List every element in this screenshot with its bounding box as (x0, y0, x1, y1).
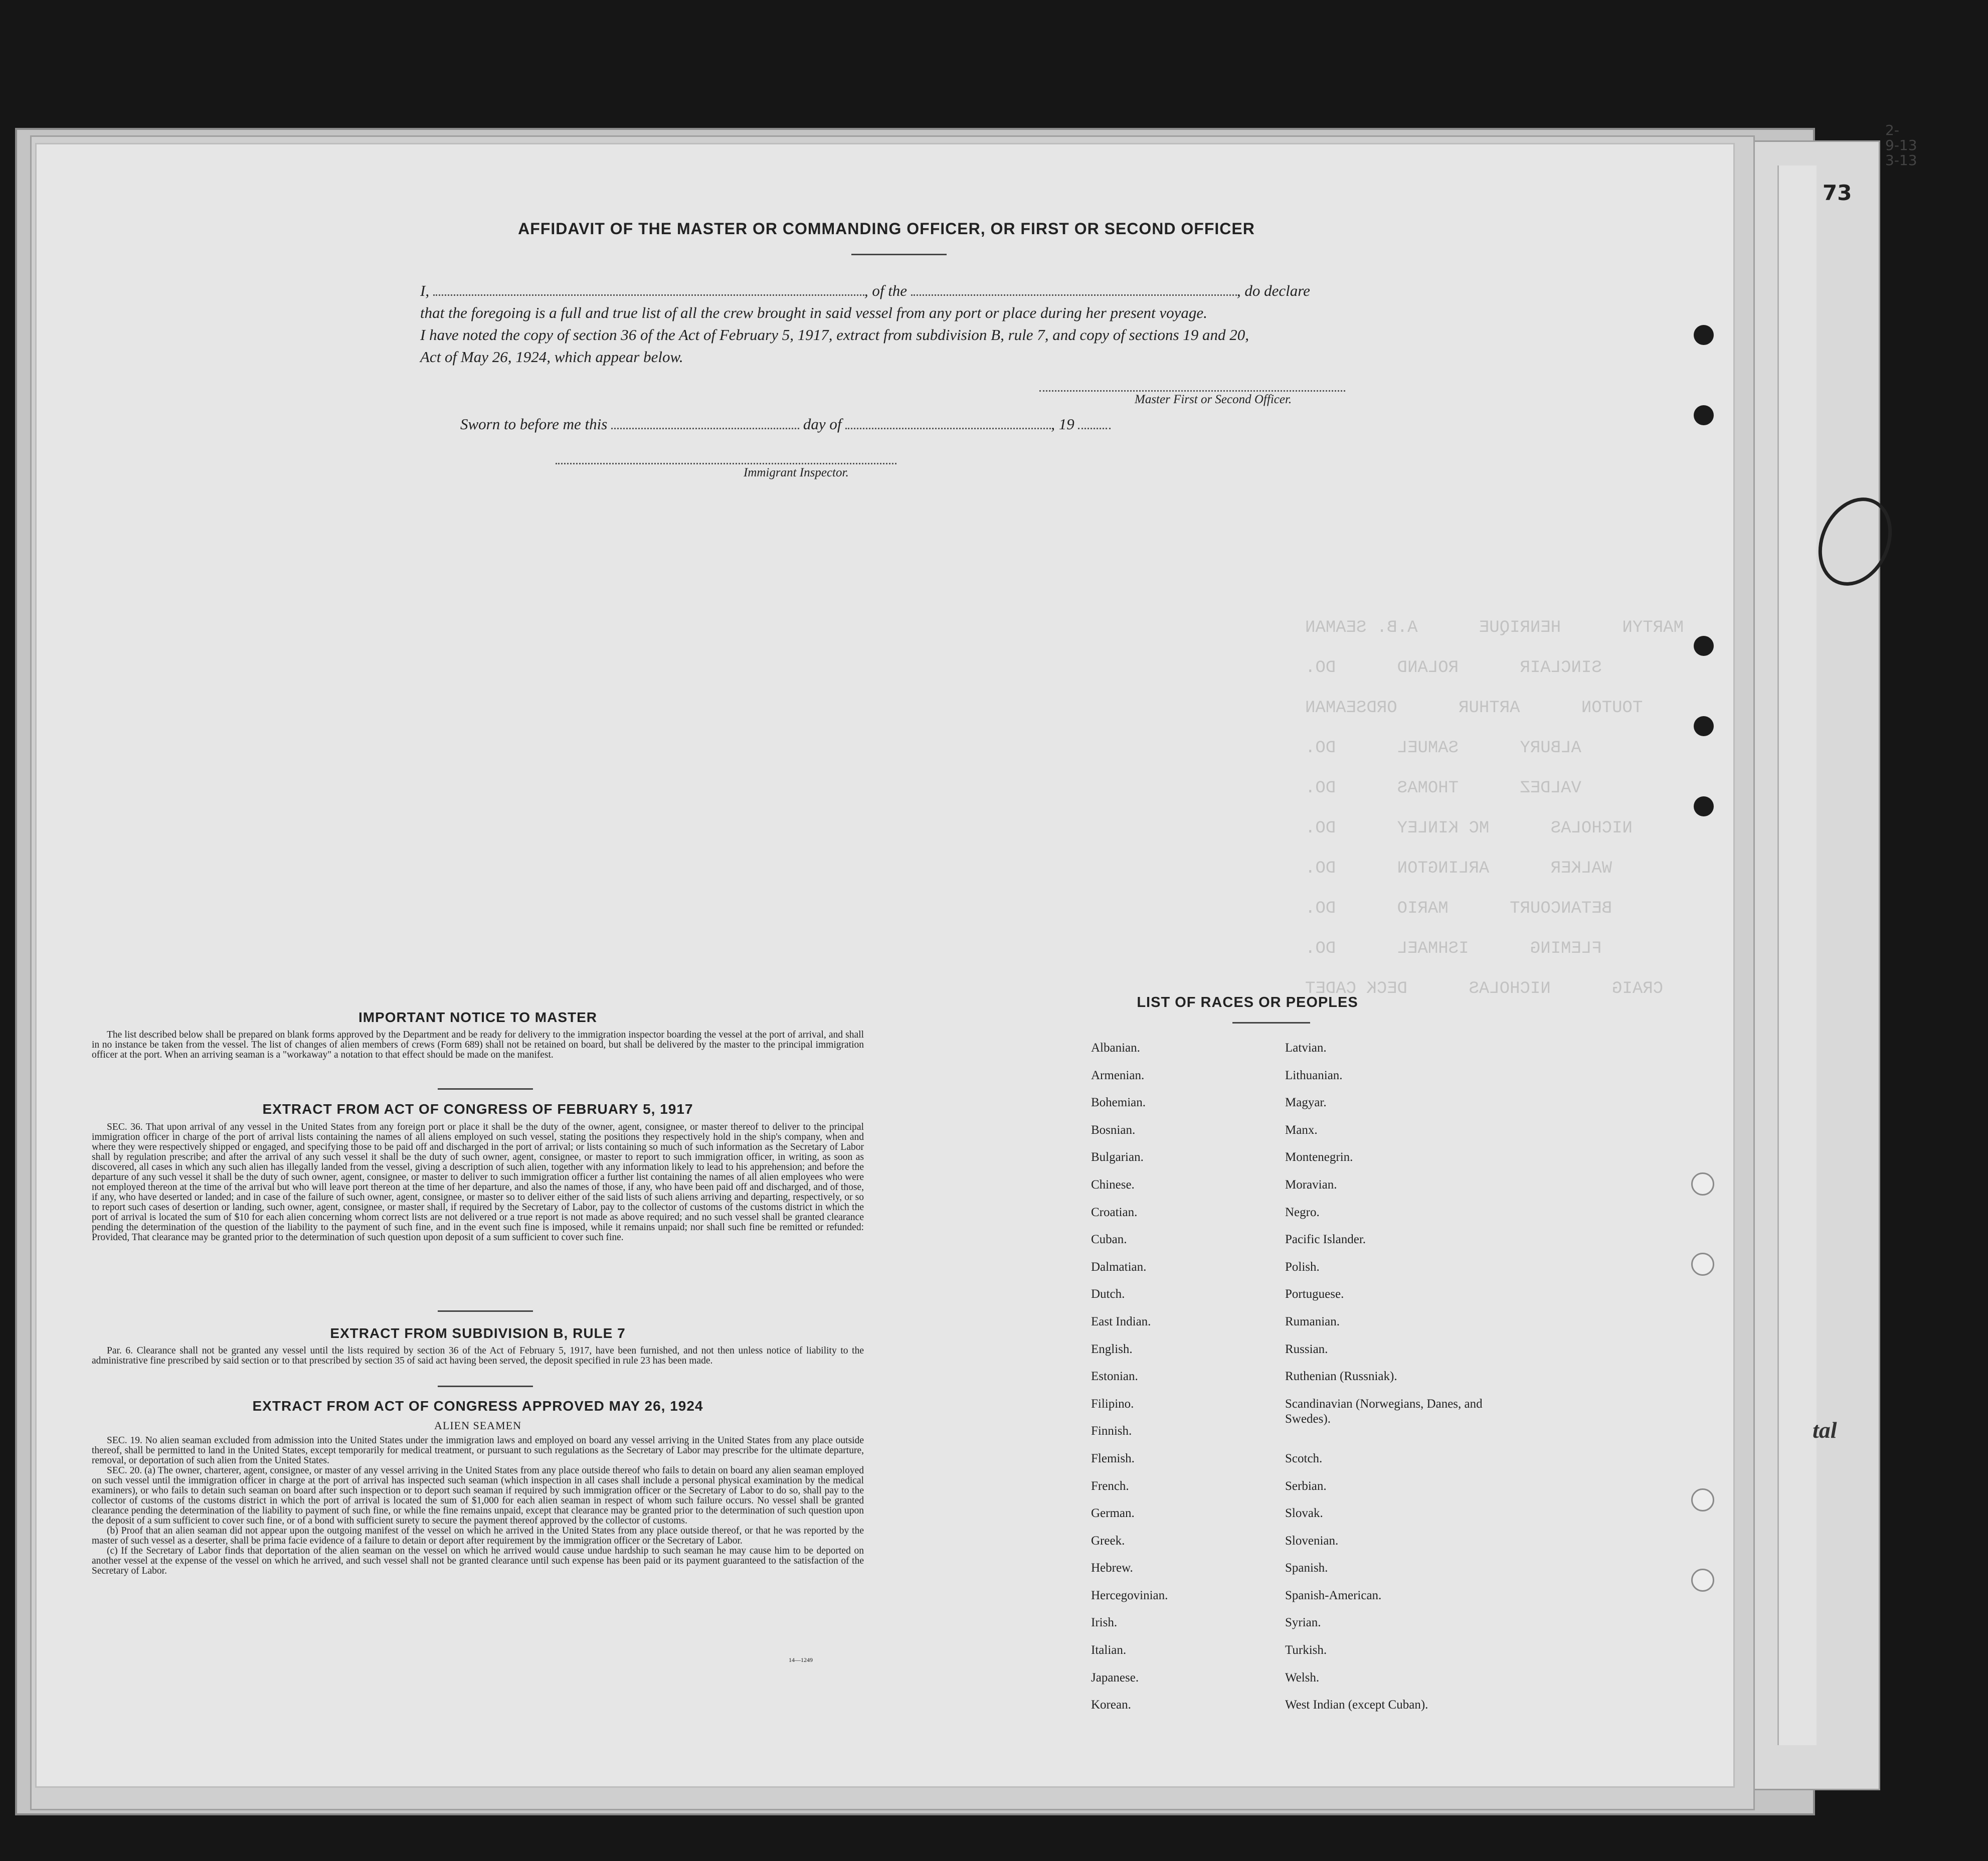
act-1924-subtitle: ALIEN SEAMEN (434, 1419, 521, 1432)
affidavit-declaration-line (420, 280, 1403, 302)
ghost-text: WALKER ARLINGTON DO. (1305, 859, 1612, 878)
pencil-note: 3-13 (1885, 152, 1917, 168)
ghost-text: CRAIG NICHOLAS DECK CADET (1305, 979, 1664, 998)
race-item: Bulgarian. (1091, 1150, 1144, 1164)
margin-note: tal (1813, 1417, 1837, 1443)
punch-hole (1694, 716, 1714, 736)
inspector-label: Immigrant Inspector. (744, 466, 849, 479)
race-item: Irish. (1091, 1616, 1118, 1630)
ghost-text: VALDEZ THOMAS DO. (1305, 779, 1581, 798)
race-item: Scotch. (1285, 1451, 1323, 1465)
pencil-notes (1885, 123, 1935, 168)
section-divider (438, 1310, 533, 1312)
race-item: Bohemian. (1091, 1096, 1146, 1110)
act-1924-title: EXTRACT FROM ACT OF CONGRESS APPROVED MAY 26, 1924 (252, 1398, 703, 1414)
race-item: Estonian. (1091, 1370, 1138, 1384)
race-item: Lithuanian. (1285, 1068, 1343, 1082)
notice-paragraph: The list described below shall be prepared on blank forms approved by the Department and be ready for delivery to the immigration inspector boarding the vessel at the port of arrival, and shall in no instance be taken from the vessel. The list of changes of alien members of crews (Form 689) shall not be retained on board, but shall be delivered by the master to the principal immigration officer at the port. When an arriving seaman is a "workaway" a notation to that effect should be made on the manifest. (92, 1030, 864, 1060)
punch-hole (1694, 796, 1714, 816)
punch-hole (1694, 405, 1714, 425)
race-item: Chinese. (1091, 1177, 1135, 1192)
race-item: Dalmatian. (1091, 1260, 1147, 1274)
act-1917-paragraph: SEC. 36. That upon arrival of any vessel in the United States from any foreign port or place it shall be the duty of the owner, agent, consignee, or master thereof to deliver to the principal immigration officer in charge of the port of arrival lists containing the names of all aliens employed on such vessel, stating the positions they respectively hold in the ship's company, when and where they were respectively shipped or engaged, and specifying those to be paid off and discharged in the port of arrival; or lists containing so much of such information as the Secretary of Labor shall by regulation prescribe; and after the arrival of any such vessel it shall be the duty of such owner, agent, consignee, or master to report to such immigration officer, in writing, as soon as discovered, all cases in which any such alien has illegally landed from the vessel, giving a description of such alien, together with any information likely to lead to his apprehension; and before the departure of any such vessel it shall be the duty of such owner, agent, consignee, or master to deliver to such immigration officer a further list containing the names of all alien employees who were not employed thereon at the time of the arrival but who will leave port thereon at the time of her departure, and also the names of those, if any, who have been paid off and discharged, and of those, if any, who have deserted or landed; and in case of the failure of such owner, agent, consignee, or master so to deliver either of the said lists of such aliens arriving and departing, respectively, or so to report such cases of desertion or landing, such owner, agent, consignee, or master shall, if required by the Secretary of Labor, pay to the collector of customs of the customs district in which the port of arrival is located the sum of $10 for each alien concerning whom correct lists are not delivered or a true report is not made as above required; and no such vessel shall be granted clearance pending the determination of the question of the liability to the payment of such fine, and in the event such fine is imposed, while it remains unpaid; nor shall such fine be remitted or refunded: Provided, That clearance may be granted prior to the determination of such question upon deposit of a sum sufficient to cover such fine. (92, 1122, 864, 1243)
affidavit-line: that the foregoing is a full and true list of all the crew brought in said vessel from any port or place during her present voyage. (420, 304, 1207, 321)
ghost-text: MARTYN HENRIQUE A.B. SEAMAN (1305, 618, 1684, 637)
master-signature-line (1039, 390, 1345, 392)
race-item: Dutch. (1091, 1287, 1125, 1301)
punch-hole (1691, 1253, 1714, 1276)
ghost-text: ALBURY SAMUEL DO. (1305, 739, 1581, 758)
race-item: Croatian. (1091, 1205, 1138, 1219)
race-item: Italian. (1091, 1643, 1127, 1657)
races-title: LIST OF RACES OR PEOPLES (1137, 994, 1358, 1010)
race-item: Montenegrin. (1285, 1150, 1353, 1164)
name-blank (433, 294, 864, 296)
master-label: Master First or Second Officer. (1135, 393, 1292, 406)
affidavit-i: I, (420, 282, 430, 299)
race-item: Latvian. (1285, 1041, 1327, 1055)
race-item: Hebrew. (1091, 1561, 1133, 1575)
pencil-circle-mark (1805, 491, 1905, 592)
race-item: Greek. (1091, 1534, 1125, 1548)
ghost-text: BETANCOURT MARIO DO. (1305, 899, 1612, 918)
race-item: German. (1091, 1506, 1135, 1520)
race-item: Slovenian. (1285, 1534, 1339, 1548)
sworn-year: , 19 (1051, 415, 1074, 433)
punch-hole (1694, 636, 1714, 656)
title-divider (851, 254, 947, 255)
race-item: Flemish. (1091, 1451, 1135, 1465)
race-item: Albanian. (1091, 1041, 1140, 1055)
act-1924-paragraph: SEC. 19. No alien seaman excluded from admission into the United States under the immigration laws and employed on board any vessel arriving in the United States from any place outside thereof, shall be permitted to land in the United States, except temporarily for medical treatment, or pursuant to such regulations as the Secretary of Labor may prescribe for the ultimate departure, removal, or deportation of such alien from the United States. (92, 1435, 864, 1466)
underlying-page-strip (1777, 165, 1817, 1745)
affidavit-line: I have noted the copy of section 36 of the Act of February 5, 1917, extract from subdivision B, rule 7, and copy of sections 19 and 20, (420, 326, 1249, 344)
affidavit-text (420, 280, 1403, 368)
rule-7-paragraph: Par. 6. Clearance shall not be granted any vessel until the lists required by section 36 of the Act of February 5, 1917, have been furnished, and not then unless notice of liability to the administrative fine prescribed by said section or to that prescribed by section 35 of said act having been served, the deposit specified in rule 23 has been made. (92, 1345, 864, 1366)
act-1924-paragraph: (b) Proof that an alien seaman did not appear upon the outgoing manifest of the vessel on which he arrived in the United States from any place outside thereof, or that he was reported by the master of such vessel as a deserter, shall be prima facie evidence of a failure to detain or deport after requirement by the immigration officer or the Secretary of Labor. (92, 1526, 864, 1546)
race-item: Syrian. (1285, 1616, 1321, 1630)
act-1917-title: EXTRACT FROM ACT OF CONGRESS OF FEBRUARY 5, 1917 (262, 1101, 693, 1117)
sworn-day-of: day of (803, 415, 842, 433)
races-right-column (1285, 1035, 1506, 1719)
races-left-column (1091, 1035, 1168, 1719)
race-item: Cuban. (1091, 1233, 1127, 1247)
pencil-note: 2- (1885, 122, 1899, 138)
race-item: Korean. (1091, 1698, 1131, 1712)
punch-hole (1691, 1488, 1714, 1511)
race-item: Moravian. (1285, 1177, 1337, 1192)
act-1924-paragraph: SEC. 20. (a) The owner, charterer, agent, consignee, or master of any vessel arriving in the United States from any place outside thereof who fails to detain on board any alien seaman employed on such vessel until the immigration officer in charge at the port of arrival has inspected such seaman (which inspection in all cases shall include a personal physical examination by the medical examiners), or who fails to detain such seaman on board after such inspection or to deport such seaman if required by such immigration officer or the Secretary of Labor to do so, shall pay to the collector of customs of the customs district in which the port of arrival is located the sum of $1,000 for each alien seaman in respect of whom such failure occurs. No vessel shall be granted clearance pending the determination of the liability to payment of such fine, or while the fine remains unpaid, except that clearance may be granted prior to the determination of such question upon the deposit of a sum sufficient to cover such fine, or of a bond with sufficient surety to secure the payment thereof approved by the collector of customs. (92, 1465, 864, 1526)
race-item: Manx. (1285, 1123, 1318, 1137)
race-item: Rumanian. (1285, 1314, 1340, 1328)
race-item: Pacific Islander. (1285, 1233, 1366, 1247)
race-item: Magyar. (1285, 1096, 1327, 1110)
affidavit-title: AFFIDAVIT OF THE MASTER OR COMMANDING OFFICER, OR FIRST OR SECOND OFFICER (518, 220, 1255, 238)
ghost-text: FLEMING ISHMAEL DO. (1305, 939, 1602, 958)
race-item: Filipino. (1091, 1397, 1134, 1411)
race-item: Spanish-American. (1285, 1588, 1382, 1602)
inspector-signature-line (556, 463, 896, 464)
race-item: Bosnian. (1091, 1123, 1136, 1137)
race-item: Finnish. (1091, 1424, 1132, 1438)
race-item: Welsh. (1285, 1670, 1320, 1684)
sworn-date-blank (611, 428, 799, 429)
notice-title: IMPORTANT NOTICE TO MASTER (358, 1009, 598, 1025)
race-item: Polish. (1285, 1260, 1320, 1274)
form-page (35, 143, 1735, 1788)
sworn-line (460, 415, 1111, 433)
ghost-text: TOUTON ARTHUR ORDSEAMAN (1305, 699, 1643, 718)
race-item: West Indian (except Cuban). (1285, 1698, 1428, 1712)
affidavit-line: Act of May 26, 1924, which appear below. (420, 348, 683, 366)
affidavit-of-the: , of the (864, 282, 908, 299)
punch-hole (1694, 325, 1714, 345)
section-divider (438, 1088, 533, 1090)
act-1924-paragraph: (c) If the Secretary of Labor finds that deportation of the alien seaman on the vessel on which he arrived would cause undue hardship to such seaman he may cause him to be deported on another vessel at the expense of the vessel on which he arrived, and such vessel shall not be granted clearance until such expense has been paid or its payment guaranteed to the satisfaction of the Secretary of Labor. (92, 1546, 864, 1576)
punch-hole (1691, 1569, 1714, 1592)
race-item: Armenian. (1091, 1068, 1145, 1082)
race-item: Russian. (1285, 1342, 1328, 1356)
punch-hole (1691, 1172, 1714, 1196)
notice-body (92, 1030, 864, 1060)
race-item: Negro. (1285, 1205, 1320, 1219)
affidavit-declare: , do declare (1236, 282, 1310, 299)
race-item: English. (1091, 1342, 1133, 1356)
pencil-note: 9-13 (1885, 137, 1917, 153)
rule-7-body (92, 1346, 864, 1366)
vessel-blank (911, 294, 1237, 296)
race-item: Slovak. (1285, 1506, 1323, 1520)
page-number: 73 (1823, 181, 1852, 205)
sworn-year-blank (1078, 428, 1111, 429)
race-item: Turkish. (1285, 1643, 1327, 1657)
ghost-text: SINCLAIR ROLAND DO. (1305, 658, 1602, 678)
act-1924-body (92, 1436, 864, 1576)
rule-7-title: EXTRACT FROM SUBDIVISION B, RULE 7 (330, 1325, 626, 1341)
race-item: Hercegovinian. (1091, 1588, 1168, 1602)
race-item: French. (1091, 1479, 1129, 1493)
race-item: Japanese. (1091, 1670, 1139, 1684)
act-1917-body (92, 1122, 864, 1243)
race-item: Scandinavian (Norwegians, Danes, and Swedes). (1285, 1397, 1483, 1426)
section-divider (438, 1386, 533, 1387)
races-divider (1232, 1022, 1310, 1024)
race-item: Serbian. (1285, 1479, 1327, 1493)
sworn-month-blank (845, 428, 1051, 429)
sworn-prefix: Sworn to before me this (460, 415, 608, 433)
race-item: Ruthenian (Russniak). (1285, 1370, 1397, 1384)
race-item: Spanish. (1285, 1561, 1328, 1575)
race-item: East Indian. (1091, 1314, 1151, 1328)
form-number: 14—1249 (789, 1656, 813, 1663)
ghost-text: NICHOLAS MC KINLEY DO. (1305, 819, 1633, 838)
race-item: Portuguese. (1285, 1287, 1344, 1301)
